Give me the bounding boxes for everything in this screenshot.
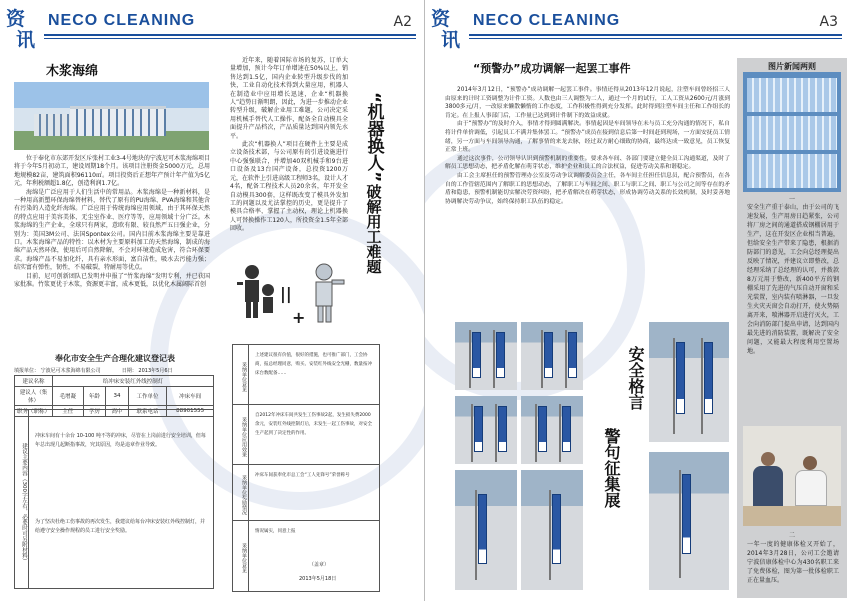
paragraph: 海绵是广泛应用于人们生活中的常用品。木浆海绵是一种新材料，是一种用高新塑环保海绵替材料，替代了原有的PU海绵、PVA海绵和其他含有污染的人造化纤海绵。广泛应用于传统海绵应用领域，由于其环保天然的特点应用于美容美体、无尘室作业、医疗等等，应用领域十分广泛。木浆海绵的生产企业，全球只有两家，意欧有限、较良然严五日强企业，分别为：美国3M公司、法国Spontex公司。国内目前木浆海绵主要是靠进口。木浆海绵产品的特性：以木材为主要原料加工的天然海绵，制成的海绵产品天然环保，使用后可自然降解，不会对环境造成危害，符合环保要求。海绵产品不易加化纤，具有亲水形面，富自洁性，吸水去污能力强；结实富有弹性，韧性，不易破裂，特耐用等优点。	[14, 188, 210, 272]
slogan-photo	[455, 470, 517, 590]
form-content-1: 冲床车间有十余台 10-100 吨不等的冲床，尽管在上岗前进行安全培训，但每年总出现几起断指事故，究其原因，均是违章作业导致。	[35, 433, 206, 448]
sidebar-text-2: 一年一度的健康体检又开始了，2014年3月28日，公司工会邀请宁波信康体检中心为430名职工来了免费体检，图为第一批体检职工正在量血压。	[747, 541, 839, 584]
table-row	[15, 376, 214, 387]
article-title: “预警办”成功调解一起罢工事件	[473, 62, 631, 75]
header-char-2: 讯	[441, 29, 461, 51]
form-cell: 年龄	[83, 387, 106, 406]
equals-symbol: ||	[280, 284, 292, 303]
form-cell: 34	[106, 387, 129, 406]
form-stamp: （盖章）	[309, 562, 330, 568]
sidebar-title: 图片新闻两则	[768, 62, 816, 71]
slogan-photo	[521, 396, 583, 464]
vertical-headline-sub: 破解用工难题	[364, 184, 383, 275]
vertical-headline-line1: 安全格言	[626, 346, 645, 410]
header-char-2: 讯	[16, 29, 36, 51]
paragraph: 目前，尼可创新团队已发明并申报了“竹浆海绵”发明专利，并已获国家批准。竹浆更优于木浆，资源更丰富，成本更低，以优化木属阔际首创	[14, 272, 210, 289]
header-rule-thin	[469, 38, 842, 39]
form-row-text: 冲床车间获奉化市总工会“工人先锋号”荣誉称号	[255, 473, 350, 478]
form-cell: 建议人（集体）	[15, 387, 53, 406]
robot-illustration	[232, 242, 352, 334]
form-row-text: 上述建议很有价值，很好的措施，也可推广部门，工会协商，报总经理同意，购买、安装红外线安全光栅，数量按冲床台数配备……	[255, 353, 372, 376]
form-unit: 宁波尼可木浆海绵有限公司	[40, 368, 101, 374]
header-brand: NECO CLEANING	[473, 12, 621, 29]
slogan-photo	[649, 452, 729, 590]
form-cell: 学历	[83, 406, 106, 417]
page-number: A2	[393, 14, 412, 30]
plus-symbol: +	[292, 308, 306, 327]
paragraph: 由于“预警办”的及时介入，事情才得到圆满解决。事情起因是车间领导在未与员工充分沟通的情况下，私自将计件单价调低，引起员工不满并集体罢工。“预警办”成员在接到信息后第一时间赶到现场，一方面安抚员工情绪，另一方面与车间领导沟通，了解事情的来龙去脉，经过双方耐心细致的协商，最终达成一致意见，员工恢复正常上班。	[445, 121, 730, 154]
paragraph: 近年来，随着国际市场的复苏，订单大量增加，预计今年订单增速在50%以上，销售达到1.5亿，国内企业转型升级步伐的加快，工业自动化技术得到大量应用，机器人在制造业中应用增长迅速，企业“机器换人”趋势日渐明朗，因此，为进一步推动企业转型升级，破解企业用工难题，公司决定采用机械手替代人工操作，配备全自动模具全面提升产品档次，产品质量达到国内领先水平。	[230, 57, 348, 140]
table-row	[15, 387, 214, 406]
form-content-2: 为了坚决杜绝工伤事故的再次发生，我建议给每台冲床安装红外线控制灯，并给遵守安全操作规程的员工进行安全奖励。	[35, 519, 206, 534]
slogan-photo	[521, 470, 583, 590]
paragraph: 由工会主席担任的预警管理办公室及劳动争议调解委员会主任，各车间主任担任信息员，配合预警员，在各自的工作管辖范围内了解职工的思想动态，了解职工与车间之间、职工与职工之间、职工与公司之间等存在的矛盾和隐患，预警机制能切实解决劳资纠纷，把矛盾解决在萌芽状态，形成协调劳动关系的长效机制，及时妥善地协调解决劳动争议，始终保持职工队伍的稳定。	[445, 172, 730, 205]
page-header	[0, 0, 424, 52]
form-row-label: 采纳单位意见	[233, 521, 249, 591]
slogan-photo	[649, 322, 729, 442]
form-cell: 职务（职称）	[15, 406, 53, 417]
building-side	[34, 114, 72, 136]
photo-news-sidebar	[737, 58, 847, 598]
header-rule-thin	[44, 38, 416, 39]
form-side-label: 建议主要内容（300字左右，必要时可另附材料）	[15, 410, 29, 588]
form-cell: 88901555	[167, 406, 214, 417]
right-page	[425, 0, 850, 601]
slogan-photo	[521, 322, 583, 390]
form-info	[14, 367, 214, 374]
form-unit-label: 填报单位：	[14, 368, 40, 374]
sidebar-text-1: 安全生产重于泰山，由于公司的飞速发展，生产用房日趋紧张，公司将厂房之间的通道搭成钢棚居用于生产，这在开发区企业相当普遍，但给安全生产带来了隐患，根据消防部门的意见，工会向总经理提出反映了情况，并建议立即整改，总经理采纳了总经理的认可，并拨款8万元用于整改，新400平方的钢棚采用了先进的气压自动开窗和采光装置，室内装有喷淋器，一旦发生火灾天窗会自动打开，使火势隔离开来，喷淋器开启进行灭火，工会向消防部门提出申请，达到国内最先进的消防装置，既解决了安全问题，又能最大程度利用空置场地。	[747, 204, 839, 355]
paragraph: 位于奉化市东郊开发区斥张村工业3-4号地块的宁波尼可木浆海绵项目将于今年5月初动工，建设周期18个月。该项目注册资金5000万元，总用地规模82亩，建筑面积96110㎡。项目投资后正想年产预计年产值为5亿元，年利税额超1.8亿，创造利润1.7亿。	[14, 155, 210, 188]
form-opinion-row	[233, 345, 379, 405]
header-rule	[469, 34, 842, 36]
header-char-1: 资	[6, 8, 26, 30]
form-reward-row	[233, 465, 379, 521]
form-stamp-date: 2013年5月18日	[299, 576, 337, 582]
form-date: 2013年5月6日	[138, 368, 173, 374]
form-cell: 主任	[53, 406, 84, 417]
health-check-photo	[743, 426, 841, 526]
form-row-label: 采纳单位意见	[233, 345, 249, 404]
factory-photo	[14, 82, 209, 150]
slogan-photo	[455, 396, 517, 464]
sidebar-item-number: 二	[788, 532, 795, 539]
article-body	[445, 86, 730, 206]
form-cell: 毛增凝	[53, 387, 84, 406]
form-row-label: 采纳单位奖励情况	[233, 465, 249, 520]
article-title: 木浆海绵	[46, 64, 99, 79]
form-title: 奉化市安全生产合理化建议登记表	[55, 354, 175, 363]
form-effect-row	[233, 405, 379, 465]
form-date-label: 日期：	[121, 368, 137, 374]
form-row-text: 自2012年冲床车间共发生工伤事故2起，发生损失费2000余元，安装红外线控制灯后，未发生一起工伤事故，对安全生产起到了决定性的作用。	[255, 413, 372, 436]
page-number: A3	[819, 14, 838, 30]
steel-shed-photo	[743, 72, 841, 192]
vertical-headline	[355, 92, 391, 274]
page-header	[425, 0, 850, 52]
form-row-label: 采纳单位应用效果	[233, 405, 249, 464]
slogan-photo	[455, 322, 517, 390]
form-cell: 高中	[106, 406, 129, 417]
header-char-1: 资	[431, 8, 451, 30]
form-cell: 给冲床安装红外线控制灯	[53, 376, 214, 387]
article-column-left	[14, 155, 210, 290]
paragraph: 此次“机器换人”项目在硬件上主要是成立设备技术部，与公司原有的引进设施进行中心强强联合，并增加40双机械手和9台进口设备及13台国产设备，总投资1200万元，在软件上引进高级工程师3名，设计人才4名，配备工程技术人员20余名，年开发全自动模具300套，这样既改变了模具外发加工的问题以及尤法掌控的历史，更是提升了模具合格率，掌握了主动权，理论上机器换人可替换操作工120人，所投资金1.5年全部回收。	[230, 141, 348, 233]
article-column-right	[230, 57, 348, 234]
header-rule	[44, 34, 416, 36]
header-brand: NECO CLEANING	[48, 12, 196, 29]
form-right-panel	[232, 344, 380, 592]
form-approval-row	[233, 521, 379, 591]
sidebar-item-number: 一	[788, 196, 795, 203]
building-main	[70, 106, 166, 136]
form-cell: 建议名称	[15, 376, 53, 387]
vertical-headline-line2: 警句征集展	[602, 428, 621, 508]
form-cell: 工作单位	[128, 387, 166, 406]
paragraph: 2014年3月12日，“预警办”成功调解一起罢工事件。事情还得从2013年12月说起，注塑车间曾经招三人由原来的计时工资调整为计件工资。人数也由三人调整为二人，通过一个月的试行，工人工资从2600元/月涨到3800多元/月，一改原来懒散懒惰的工作态度，工作积极性得到充分发挥。此时得到注塑车间主任和工作组长的肯定。在上报人事部门后，工作量已达到到计件制下的效益成就。	[445, 87, 730, 119]
form-content-box	[14, 409, 214, 589]
paragraph: 通过这次事件，公司领导认识到预警机制的重要性。要求各车间、各部门要建立健全员工沟通渠道，及时了解员工思想动态，把矛盾化解在萌芽状态，维护企业和员工的合法权益，促进劳动关系和谐稳定。	[445, 155, 730, 171]
form-row-text: 情况属实，同意上报	[255, 529, 296, 534]
form-cell: 联系电话	[128, 406, 166, 417]
form-cell: 冲床车间	[167, 387, 214, 406]
vertical-headline-head: “机器换人”	[363, 92, 384, 183]
